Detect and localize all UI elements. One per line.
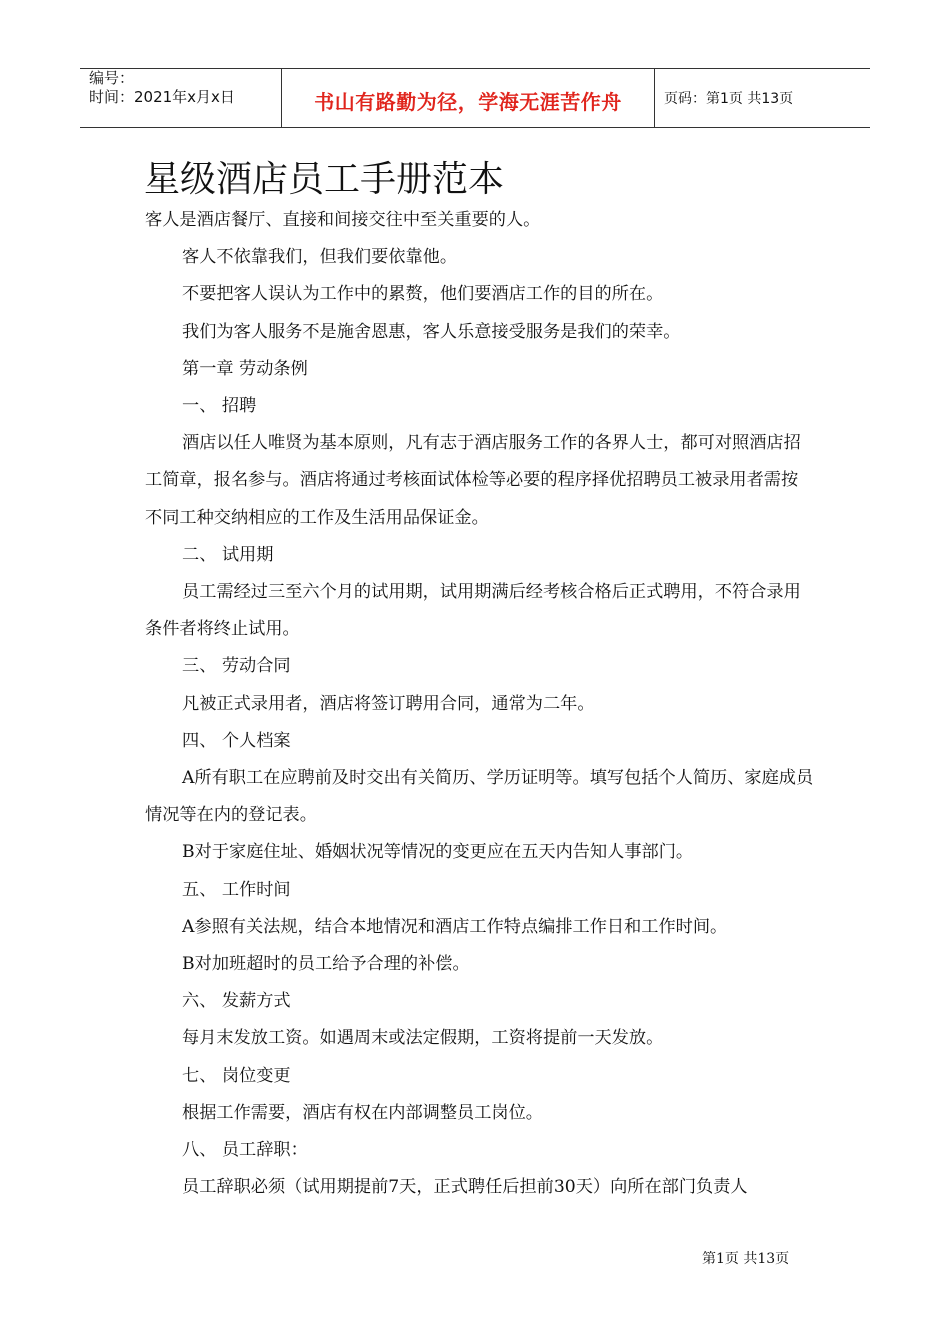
- section-heading: 五、 工作时间: [182, 879, 291, 900]
- chapter-heading: 第一章 劳动条例: [182, 358, 308, 379]
- page-header: [80, 68, 870, 128]
- section-heading: 七、 岗位变更: [182, 1065, 291, 1086]
- paragraph: 不要把客人误认为工作中的累赘，他们要酒店工作的目的所在。: [182, 284, 664, 305]
- paragraph: 员工辞职必须（试用期提前7天，正式聘任后担前30天）向所在部门负责人: [182, 1177, 748, 1198]
- header-meta: [80, 69, 281, 127]
- section-heading: 六、 发薪方式: [182, 991, 291, 1012]
- paragraph: 根据工作需要，酒店有权在内部调整员工岗位。: [182, 1102, 543, 1123]
- serial-label: 编号：: [89, 69, 135, 87]
- section-heading: 四、 个人档案: [182, 730, 291, 751]
- time-label: 时间：2021年x月x日: [89, 88, 235, 106]
- paragraph: A参照有关法规，结合本地情况和酒店工作特点编排工作日和工作时间。: [182, 916, 728, 937]
- header-page-info: [655, 69, 870, 127]
- paragraph: B对于家庭住址、婚姻状况等情况的变更应在五天内告知人事部门。: [182, 842, 694, 863]
- paragraph: 凡被正式录用者，酒店将签订聘用合同，通常为二年。: [182, 693, 595, 714]
- paragraph: 员工需经过三至六个月的试用期，试用期满后经考核合格后正式聘用，不符合录用条件者将终止试用。: [145, 582, 801, 640]
- section-heading: 八、 员工辞职：: [182, 1140, 308, 1161]
- document-body: [145, 202, 815, 1206]
- section-heading: 二、 试用期: [182, 544, 274, 565]
- paragraph: B对加班超时的员工给予合理的补偿。: [182, 954, 470, 975]
- header-motto-cell: [281, 69, 655, 127]
- section-heading: 三、 劳动合同: [182, 656, 291, 677]
- page-footer: 第1页 共13页: [702, 1251, 790, 1267]
- paragraph: 客人不依靠我们，但我们要依靠他。: [182, 247, 458, 268]
- paragraph: A所有职工在应聘前及时交出有关简历、学历证明等。填写包括个人简历、家庭成员情况等在内的登记表。: [145, 768, 814, 826]
- motto-text: 书山有路勤为径，学海无涯苦作舟: [314, 89, 622, 114]
- paragraph: 客人是酒店餐厅、直接和间接交往中至关重要的人。: [145, 210, 541, 230]
- page-info-text: 页码：第1页 共13页: [664, 91, 794, 107]
- section-heading: 一、 招聘: [182, 396, 257, 417]
- paragraph: 酒店以任人唯贤为基本原则，凡有志于酒店服务工作的各界人士，都可对照酒店招工简章，报名参与。酒店将通过考核面试体检等必要的程序择优招聘员工被录用者需按不同工种交纳相应的工作及生活用品保证金。: [145, 433, 801, 528]
- document-title: 星级酒店员工手册范本: [144, 159, 505, 200]
- paragraph: 每月末发放工资。如遇周末或法定假期，工资将提前一天发放。: [182, 1028, 664, 1049]
- paragraph: 我们为客人服务不是施舍恩惠，客人乐意接受服务是我们的荣幸。: [182, 321, 681, 342]
